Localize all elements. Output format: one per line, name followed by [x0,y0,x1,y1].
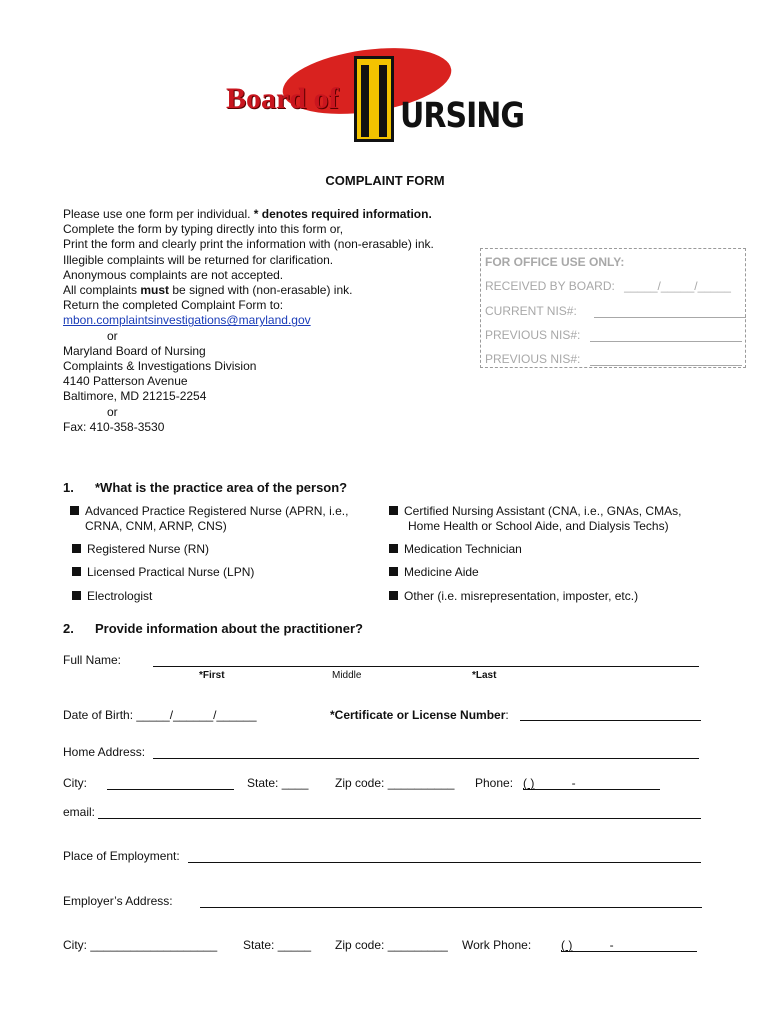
option-medication-technician[interactable]: Medication Technician [389,542,522,556]
checkbox-medication-technician[interactable] [389,544,398,553]
email-label: email: [63,805,96,819]
middle-name-caption: Middle [332,670,362,681]
option-cna[interactable]: Certified Nursing Assistant (CNA, i.e., GNAs, CMAs, [389,504,681,518]
q2-question: Provide information about the practitioner? [95,621,363,636]
option-lpn[interactable]: Licensed Practical Nurse (LPN) [72,565,254,579]
checkbox-medicine-aide[interactable] [389,567,398,576]
full-name-label: Full Name: [63,653,122,667]
home-address-label: Home Address: [63,745,146,759]
checkbox-rn[interactable] [72,544,81,553]
complaints-email-link[interactable]: mbon.complaintsinvestigations@maryland.gov [63,313,311,328]
address-line-3: 4140 Patterson Avenue [63,374,188,389]
intro-line-6: All complaints must be signed with (non-erasable) ink. [63,283,353,298]
previous-nis-field-1[interactable] [590,329,742,342]
option-cna-line-2: Home Health or School Aide, and Dialysis Techs) [408,519,669,533]
logo-board-of-text: Board of [226,82,339,115]
option-aprn[interactable]: Advanced Practice Registered Nurse (APRN, i.e., [70,504,348,518]
logo-ursing-text: URSING [400,96,524,137]
option-aprn-line-2: CRNA, CNM, ARNP, CNS) [85,519,227,533]
or-text-2: or [107,404,118,419]
fax-number: Fax: 410-358-3530 [63,419,165,434]
q1-question: *What is the practice area of the person? [95,480,348,495]
employer-address-label: Employer’s Address: [63,894,173,908]
checkbox-other[interactable] [389,591,398,600]
license-number-field[interactable] [520,709,701,721]
q1-number: 1. [63,480,74,495]
intro-line-3: Print the form and clearly print the information with (non-erasable) ink. [63,237,434,252]
first-name-caption: *First [199,670,225,681]
previous-nis-field-2[interactable] [590,353,742,366]
employer-address-field[interactable] [200,896,702,908]
intro-line-1: Please use one form per individual. * denotes required information. [63,207,432,221]
current-nis-field[interactable] [594,305,746,318]
board-of-nursing-logo [222,42,552,142]
city-label: City: [63,776,87,790]
zip-code-field[interactable]: Zip code: __________ [335,776,455,790]
address-line-4: Baltimore, MD 21215-2254 [63,389,207,404]
office-use-box [480,248,746,368]
date-of-birth-field[interactable]: Date of Birth: _____/______/______ [63,708,257,722]
place-of-employment-field[interactable] [188,851,701,863]
city-field[interactable] [107,778,234,790]
office-use-title: FOR OFFICE USE ONLY: [485,255,625,269]
option-rn[interactable]: Registered Nurse (RN) [72,542,209,556]
address-line-1: Maryland Board of Nursing [63,343,206,358]
address-line-2: Complaints & Investigations Division [63,359,257,374]
home-address-field[interactable] [153,747,699,759]
email-field[interactable] [98,807,701,819]
received-date-field[interactable]: _____/_____/_____ [624,279,731,293]
employer-state-field[interactable]: State: _____ [243,938,312,952]
received-by-board-row: RECEIVED BY BOARD: _____/_____/_____ [485,279,731,293]
full-name-field[interactable] [153,655,699,667]
option-medicine-aide[interactable]: Medicine Aide [389,565,479,579]
checkbox-lpn[interactable] [72,567,81,576]
current-nis-row: CURRENT NIS#: [485,304,746,318]
option-electrologist[interactable]: Electrologist [72,589,152,603]
q2-number: 2. [63,621,74,636]
previous-nis-row-2: PREVIOUS NIS#: [485,352,742,366]
or-text-1: or [107,328,118,343]
intro-line-2: Complete the form by typing directly into this form or, [63,222,344,237]
option-other[interactable]: Other (i.e. misrepresentation, imposter, etc.) [389,589,638,603]
checkbox-electrologist[interactable] [72,591,81,600]
intro-line-7: Return the completed Complaint Form to: [63,298,284,313]
phone-field[interactable]: ( ) - [523,776,660,790]
place-of-employment-label: Place of Employment: [63,849,180,863]
state-field[interactable]: State: ____ [247,776,309,790]
license-number-label: *Certificate or License Number: [330,708,509,722]
previous-nis-row-1: PREVIOUS NIS#: [485,328,742,342]
checkbox-cna[interactable] [389,506,398,515]
last-name-caption: *Last [472,670,497,681]
employer-city-field[interactable]: City: ___________________ [63,938,218,952]
intro-instructions [63,207,483,435]
intro-line-4: Illegible complaints will be returned for clarification. [63,252,334,267]
form-title: COMPLAINT FORM [325,173,445,188]
intro-line-5: Anonymous complaints are not accepted. [63,267,284,282]
checkbox-aprn[interactable] [70,506,79,515]
employer-zip-field[interactable]: Zip code: _________ [335,938,448,952]
work-phone-label: Work Phone: [462,938,532,952]
logo-n-block [354,56,394,142]
phone-label: Phone: [475,776,514,790]
work-phone-field[interactable]: ( ) - [561,938,697,952]
